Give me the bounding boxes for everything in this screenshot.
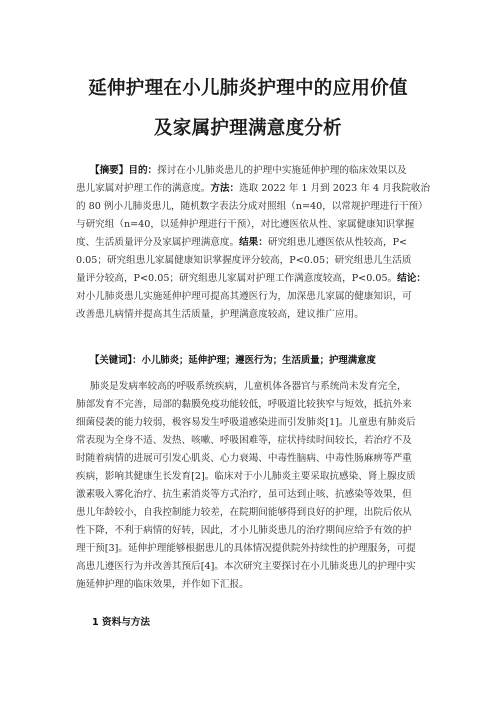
body-line: 肺炎是发病率较高的呼吸系统疾病，儿童机体各器官与系统尚未发育完全，	[90, 381, 407, 392]
paper-title-line-2: 及家属护理满意度分析	[153, 118, 342, 139]
body-line: 患儿年龄较小，自我控制能力较差，在院期间能够得到良好的护理，出院后依从	[76, 507, 412, 518]
body-line: 性下降，不利于病情的好转，因此，才小儿肺炎患儿的治疗期间应给予有效的护	[76, 525, 412, 536]
body-line: 激素吸入雾化治疗、抗生素消炎等方式治疗，虽可达到止咳、抗感染等效果，但	[76, 489, 412, 500]
body-line: 细菌侵袭的能力较弱，极容易发生呼吸道感染进而引发肺炎[1]。儿童患有肺炎后	[76, 417, 416, 428]
abstract-line: 量评分较高，P<0.05；研究组患儿家属对护理工作满意度较高，P<0.05。结论：	[76, 273, 426, 284]
results-label: 结果：	[239, 237, 268, 248]
body-line: 理干预[3]。延伸护理能够根据患儿的具体情况提供院外持续性的护理服务，可提	[76, 543, 416, 554]
paper-title-line-1: 延伸护理在小儿肺炎护理中的应用价值	[88, 78, 408, 99]
abstract-line: 度、生活质量评分及家属护理满意度。结果：研究组患儿遵医依从性较高，P<	[76, 237, 408, 248]
body-line: 施延伸护理的临床效果，并作如下汇报。	[76, 579, 249, 590]
abstract-label: 【摘要】目的：	[90, 165, 158, 176]
section-heading: 1 资料与方法	[92, 617, 150, 628]
keywords: 【关键词】：小儿肺炎；延伸护理；遵医行为；生活质量；护理满意度	[90, 355, 376, 366]
abstract-line: 0.05；研究组患儿家属健康知识掌握度评分较高，P<0.05；研究组患儿生活质	[76, 255, 412, 266]
conclusion-label: 结论：	[397, 273, 426, 284]
body-line: 肺部发育不完善，局部的黏膜免疫功能较低，呼吸道比较狭窄与短效，抵抗外来	[76, 399, 412, 410]
abstract-line: 患儿家属对护理工作的满意度。方法：选取 2022 年 1 月到 2023 年 4 月我院收治	[76, 183, 431, 194]
abstract-line: 改善患儿病情并提高其生活质量，护理满意度较高，建议推广应用。	[76, 309, 364, 320]
body-line: 疾病，影响其健康生长发育[2]。临床对于小儿肺炎主要采取抗感染、肾上腺皮质	[76, 471, 416, 482]
methods-label: 方法：	[210, 183, 240, 194]
body-line: 高患儿遵医行为并改善其预后[4]。本次研究主要探讨在小儿肺炎患儿的护理中实	[76, 561, 416, 572]
body-line: 常表现为全身不适、发热、咳嗽、呼吸困难等，症状持续时间较长，若治疗不及	[76, 435, 412, 446]
abstract-line: 的 80 例小儿肺炎患儿，随机数字表法分成对照组（n=40，以常规护理进行干预）	[76, 201, 428, 212]
abstract-line: 【摘要】目的：探讨在小儿肺炎患儿的护理中实施延伸护理的临床效果以及	[90, 165, 407, 176]
abstract-line: 对小儿肺炎患儿实施延伸护理可提高其遵医行为，加深患儿家属的健康知识，可	[76, 291, 412, 302]
abstract-line: 与研究组（n=40，以延伸护理进行干预），对比遵医依从性、家属健康知识掌握	[76, 219, 415, 230]
body-line: 时随着病情的进展可引发心肌炎、心力衰竭、中毒性脑病、中毒性肠麻痹等严重	[76, 453, 412, 464]
